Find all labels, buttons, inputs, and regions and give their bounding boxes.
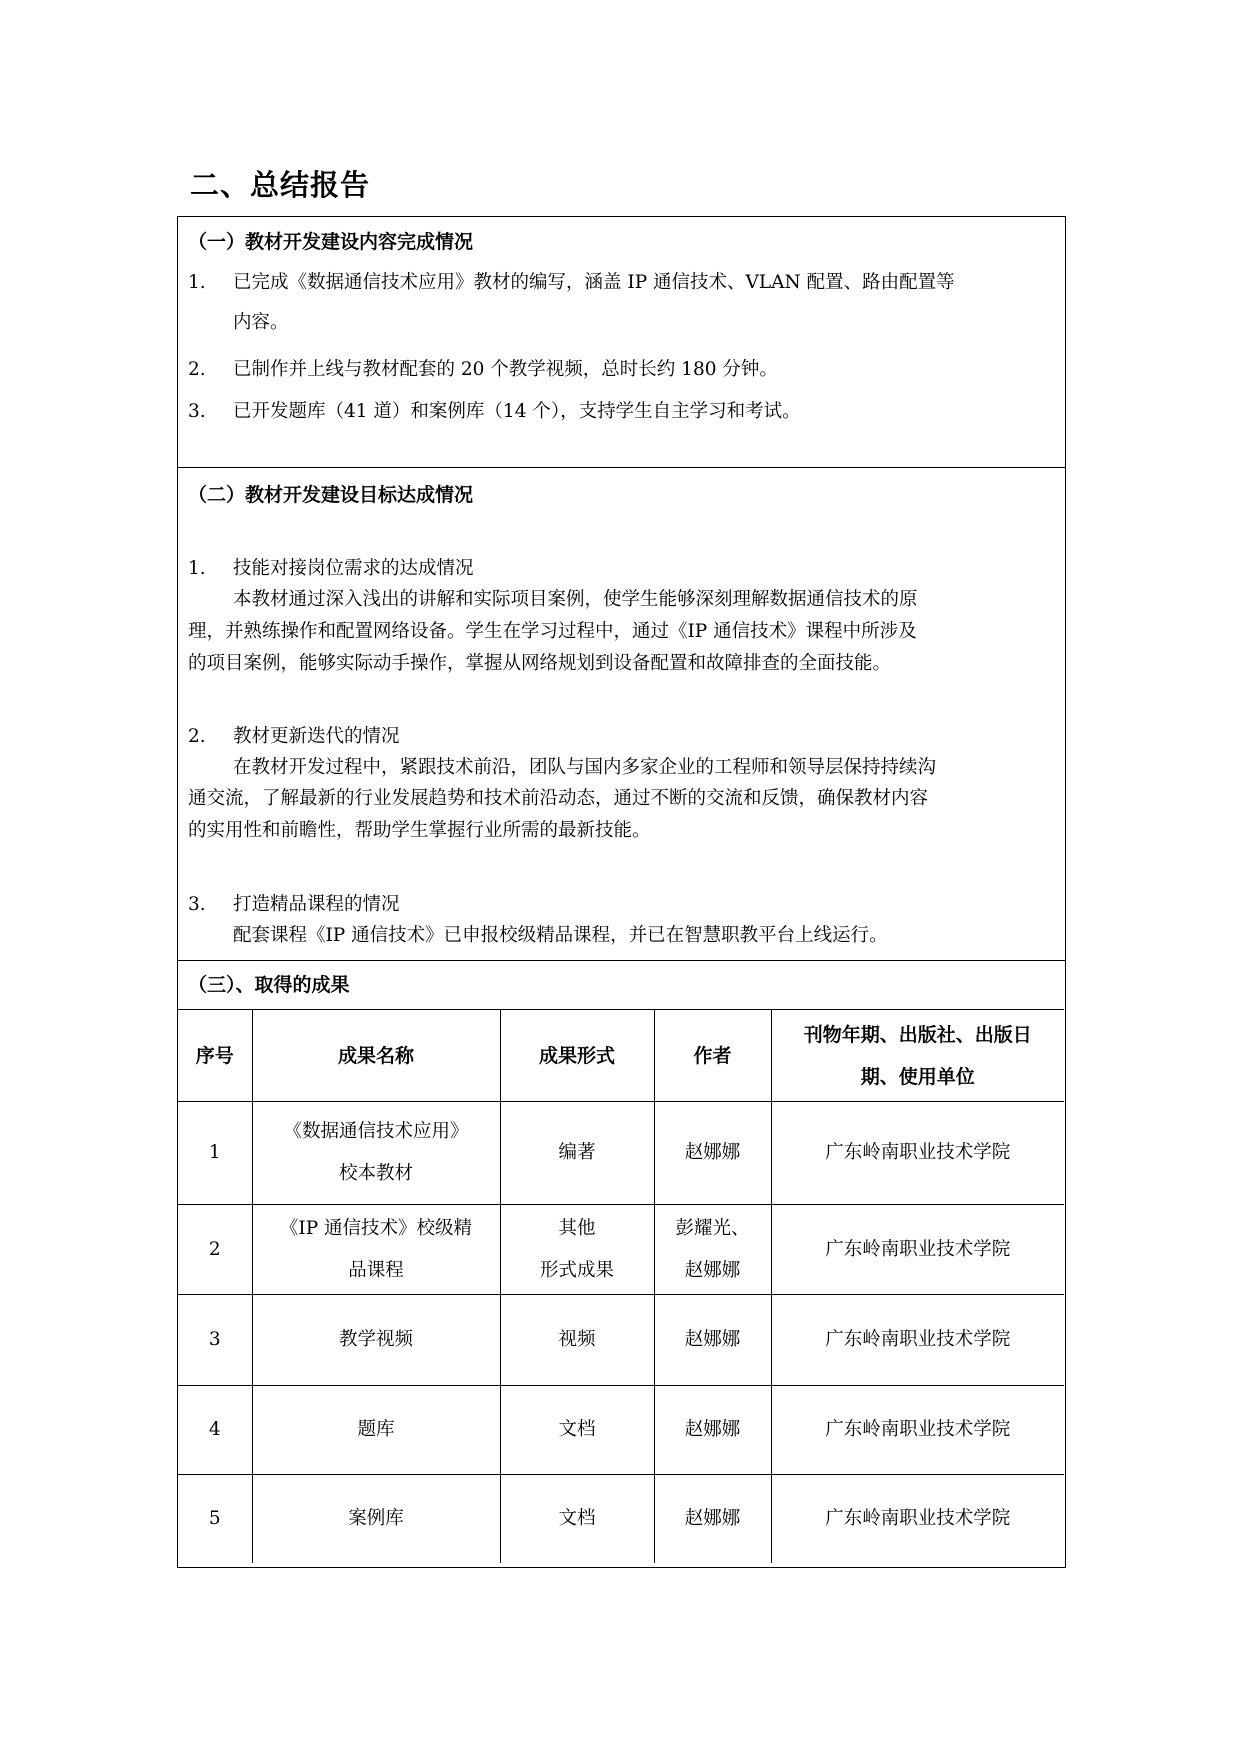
report-frame bbox=[177, 216, 1066, 1568]
paragraph-line: 通交流，了解最新的行业发展趋势和技术前沿动态，通过不断的交流和反馈，确保教材内容 bbox=[188, 788, 929, 809]
cell-author: 赵娜娜 bbox=[654, 1102, 771, 1205]
cell-line: 《数据通信技术应用》 bbox=[283, 1121, 469, 1142]
cell-form: 编著 bbox=[500, 1102, 654, 1205]
list-item-text: 内容。 bbox=[233, 312, 289, 333]
section-content-completion bbox=[178, 217, 1065, 468]
table-row bbox=[178, 1475, 1064, 1563]
cell-name: 题库 bbox=[252, 1386, 500, 1475]
cell-author bbox=[654, 1205, 771, 1295]
table-row bbox=[178, 1386, 1064, 1475]
cell-unit: 广东岭南职业技术学院 bbox=[771, 1102, 1064, 1205]
cell-name bbox=[252, 1205, 500, 1295]
column-header-number: 序号 bbox=[178, 1010, 252, 1102]
cell-name: 案例库 bbox=[252, 1475, 500, 1563]
paragraph-line: 的实用性和前瞻性，帮助学生掌握行业所需的最新技能。 bbox=[188, 820, 651, 841]
cell-number: 3 bbox=[178, 1295, 252, 1386]
cell-form: 文档 bbox=[500, 1386, 654, 1475]
cell-unit: 广东岭南职业技术学院 bbox=[771, 1205, 1064, 1295]
list-number: 1. bbox=[188, 558, 206, 579]
paragraph-line: 在教材开发过程中，紧跟技术前沿，团队与国内多家企业的工程师和领导层保持持续沟 bbox=[233, 757, 937, 778]
table-row bbox=[178, 1295, 1064, 1386]
subsection-heading: 教材更新迭代的情况 bbox=[233, 726, 400, 747]
paragraph-line: 配套课程《IP 通信技术》已申报校级精品课程，并已在智慧职教平台上线运行。 bbox=[233, 925, 888, 946]
section-goal-achievement bbox=[178, 468, 1065, 961]
list-item-text: 已完成《数据通信技术应用》教材的编写，涵盖 IP 通信技术、VLAN 配置、路由配置等 bbox=[233, 272, 955, 293]
cell-line: 赵娜娜 bbox=[684, 1259, 741, 1281]
list-item-text: 已开发题库（41 道）和案例库（14 个），支持学生自主学习和考试。 bbox=[233, 401, 801, 422]
column-header-author: 作者 bbox=[654, 1010, 771, 1102]
cell-unit: 广东岭南职业技术学院 bbox=[771, 1295, 1064, 1386]
cell-author: 赵娜娜 bbox=[654, 1475, 771, 1563]
table-row bbox=[178, 1205, 1064, 1295]
cell-number: 1 bbox=[178, 1102, 252, 1205]
column-header-publication bbox=[771, 1010, 1064, 1102]
cell-line: 彭耀光、 bbox=[675, 1217, 750, 1239]
section-title: （二）教材开发建设目标达成情况 bbox=[188, 484, 474, 506]
cell-form: 文档 bbox=[500, 1475, 654, 1563]
column-header-name: 成果名称 bbox=[252, 1010, 500, 1102]
section-results bbox=[178, 961, 1065, 1009]
list-item-text: 已制作并上线与教材配套的 20 个教学视频，总时长约 180 分钟。 bbox=[233, 359, 778, 380]
cell-line: 校本教材 bbox=[338, 1163, 413, 1184]
paragraph-line: 的项目案例，能够实际动手操作，掌握从网络规划到设备配置和故障排查的全面技能。 bbox=[188, 653, 892, 674]
table-row bbox=[178, 1102, 1064, 1205]
cell-line: 形式成果 bbox=[539, 1259, 614, 1281]
paragraph-line: 本教材通过深入浅出的讲解和实际项目案例，使学生能够深刻理解数据通信技术的原 bbox=[233, 589, 918, 610]
cell-unit: 广东岭南职业技术学院 bbox=[771, 1475, 1064, 1563]
cell-author: 赵娜娜 bbox=[654, 1295, 771, 1386]
cell-unit: 广东岭南职业技术学院 bbox=[771, 1386, 1064, 1475]
cell-line: 其他 bbox=[558, 1217, 596, 1239]
page-title: 二、总结报告 bbox=[190, 168, 371, 202]
list-number: 3. bbox=[188, 894, 206, 915]
column-header-form: 成果形式 bbox=[500, 1010, 654, 1102]
cell-name: 教学视频 bbox=[252, 1295, 500, 1386]
header-line: 期、使用单位 bbox=[860, 1065, 975, 1088]
cell-author: 赵娜娜 bbox=[654, 1386, 771, 1475]
header-line: 刊物年期、出版社、出版日 bbox=[803, 1023, 1032, 1046]
cell-number: 4 bbox=[178, 1386, 252, 1475]
cell-form: 视频 bbox=[500, 1295, 654, 1386]
list-number: 1. bbox=[188, 272, 206, 293]
cell-form bbox=[500, 1205, 654, 1295]
table-header-row bbox=[178, 1010, 1064, 1102]
section-title: （三）、取得的成果 bbox=[188, 974, 350, 996]
cell-line: 《IP 通信技术》校级精 bbox=[279, 1217, 473, 1239]
cell-number: 5 bbox=[178, 1475, 252, 1563]
subsection-heading: 技能对接岗位需求的达成情况 bbox=[233, 558, 474, 579]
cell-name bbox=[252, 1102, 500, 1205]
list-number: 3. bbox=[188, 401, 206, 422]
subsection-heading: 打造精品课程的情况 bbox=[233, 894, 400, 915]
paragraph-line: 理，并熟练操作和配置网络设备。学生在学习过程中，通过《IP 通信技术》课程中所涉及 bbox=[188, 621, 917, 642]
cell-number: 2 bbox=[178, 1205, 252, 1295]
section-title: （一）教材开发建设内容完成情况 bbox=[188, 231, 474, 253]
cell-line: 品课程 bbox=[348, 1259, 404, 1281]
list-number: 2. bbox=[188, 726, 206, 747]
list-number: 2. bbox=[188, 359, 206, 380]
results-table bbox=[178, 1009, 1064, 1563]
